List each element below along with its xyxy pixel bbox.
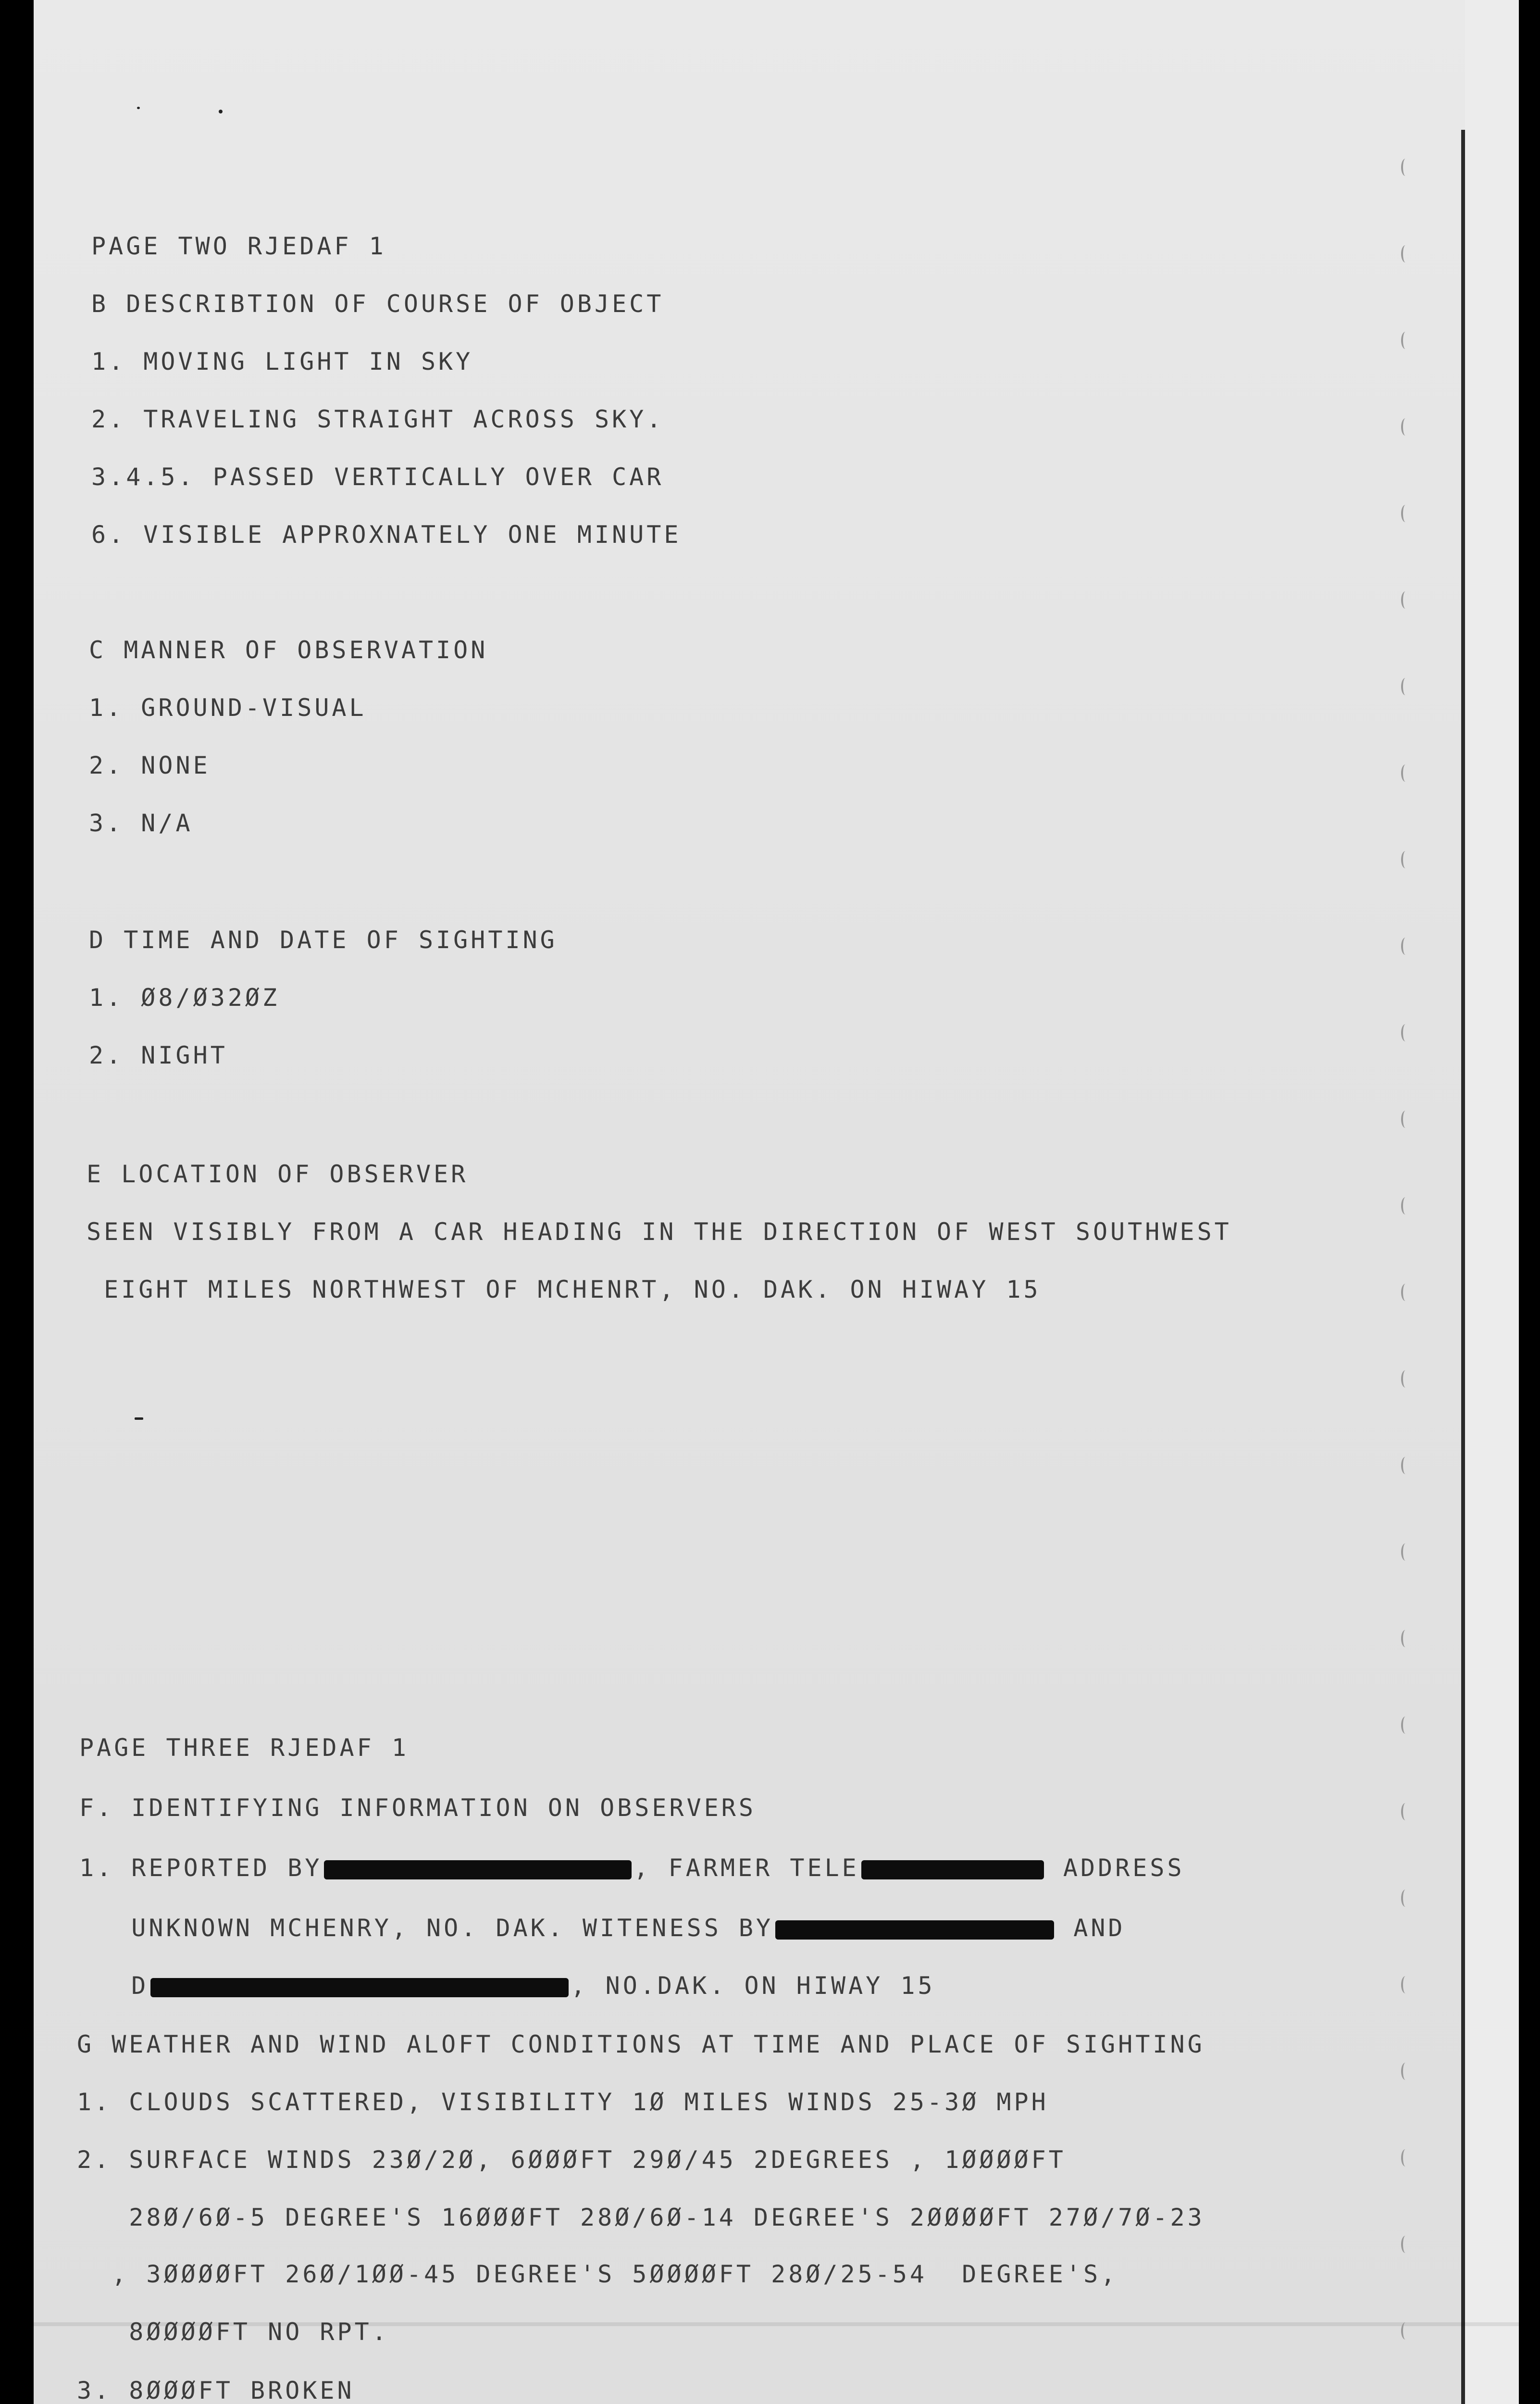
right-margin-strip bbox=[1465, 0, 1519, 2404]
section-g-line: 2. SURFACE WINDS 23Ø/2Ø, 6ØØØFT 29Ø/45 2DEGREES , 1ØØØØFT bbox=[77, 2146, 1066, 2174]
redaction-bar bbox=[324, 1860, 632, 1879]
section-e-title: E LOCATION OF OBSERVER bbox=[87, 1160, 469, 1188]
section-f-line-3 bbox=[79, 1971, 935, 2000]
section-f-reported-by: 1. REPORTED BY bbox=[79, 1854, 323, 1882]
margin-tick-mark bbox=[1401, 159, 1410, 176]
section-g-line: 1. CLOUDS SCATTERED, VISIBILITY 1Ø MILES WINDS 25-3Ø MPH bbox=[77, 2088, 1049, 2116]
section-e-line: SEEN VISIBLY FROM A CAR HEADING IN THE DIRECTION OF WEST SOUTHWEST bbox=[87, 1218, 1232, 1246]
section-f-line-1 bbox=[79, 1853, 1185, 1882]
right-margin-rule bbox=[1461, 130, 1465, 2404]
section-b-item: 2. TRAVELING STRAIGHT ACROSS SKY. bbox=[91, 405, 664, 433]
section-b-item: 3.4.5. PASSED VERTICALLY OVER CAR bbox=[91, 463, 664, 491]
section-c-title: C MANNER OF OBSERVATION bbox=[89, 636, 488, 664]
margin-tick-mark bbox=[1401, 591, 1410, 609]
margin-tick-mark bbox=[1401, 938, 1410, 955]
section-c-item: 3. N/A bbox=[89, 809, 193, 837]
scan-speck bbox=[137, 107, 140, 109]
section-b-item: 1. MOVING LIGHT IN SKY bbox=[91, 348, 473, 376]
page-three-header: PAGE THREE RJEDAF 1 bbox=[79, 1734, 409, 1762]
margin-tick-mark bbox=[1401, 1457, 1410, 1474]
redaction-bar bbox=[150, 1978, 569, 1997]
section-c-item: 2. NONE bbox=[89, 751, 211, 779]
redaction-bar bbox=[861, 1860, 1044, 1879]
redaction-bar bbox=[775, 1920, 1054, 1940]
section-e-line: EIGHT MILES NORTHWEST OF MCHENRT, NO. DAK. ON HIWAY 15 bbox=[87, 1276, 1041, 1303]
section-c-item: 1. GROUND-VISUAL bbox=[89, 694, 367, 722]
margin-tick-mark bbox=[1401, 1543, 1410, 1561]
section-f-witness-name-start: D bbox=[79, 1972, 149, 2000]
margin-tick-mark bbox=[1401, 1890, 1410, 1907]
section-f-farmer-tele: , FARMER TELE bbox=[633, 1854, 859, 1882]
section-d-item: 2. NIGHT bbox=[89, 1041, 228, 1069]
margin-tick-mark bbox=[1401, 2149, 1410, 2166]
scan-speck bbox=[135, 1417, 143, 1420]
margin-tick-mark bbox=[1401, 2322, 1410, 2340]
margin-tick-mark bbox=[1401, 1024, 1410, 1041]
section-b-title: B DESCRIBTION OF COURSE OF OBJECT bbox=[91, 290, 664, 318]
section-g-line: , 3ØØØØFT 26Ø/1ØØ-45 DEGREE'S 5ØØØØFT 28Ø/25-54 DEGREE'S, bbox=[77, 2260, 1118, 2288]
section-f-title: F. IDENTIFYING INFORMATION ON OBSERVERS bbox=[79, 1794, 756, 1822]
section-g-line: 28Ø/6Ø-5 DEGREE'S 16ØØØFT 28Ø/6Ø-14 DEGREE'S 2ØØØØFT 27Ø/7Ø-23 bbox=[77, 2204, 1205, 2231]
section-g-title: G WEATHER AND WIND ALOFT CONDITIONS AT TIME AND PLACE OF SIGHTING bbox=[77, 2030, 1205, 2058]
section-f-and: AND bbox=[1056, 1914, 1126, 1942]
margin-tick-mark bbox=[1401, 505, 1410, 522]
margin-tick-mark bbox=[1401, 851, 1410, 868]
page-two-header: PAGE TWO RJEDAF 1 bbox=[91, 232, 386, 260]
section-d-item: 1. Ø8/Ø32ØZ bbox=[89, 984, 280, 1012]
section-g-line: 3. 8ØØØFT BROKEN bbox=[77, 2377, 355, 2404]
section-f-witness-by: UNKNOWN MCHENRY, NO. DAK. WITENESS BY bbox=[79, 1914, 774, 1942]
margin-tick-mark bbox=[1401, 1284, 1410, 1301]
margin-tick-mark bbox=[1401, 1197, 1410, 1215]
section-b-item: 6. VISIBLE APPROXNATELY ONE MINUTE bbox=[91, 521, 682, 549]
section-f-address: ADDRESS bbox=[1045, 1854, 1185, 1882]
margin-tick-mark bbox=[1401, 1370, 1410, 1388]
margin-tick-mark bbox=[1401, 418, 1410, 436]
margin-tick-mark bbox=[1401, 764, 1410, 782]
margin-tick-mark bbox=[1401, 1976, 1410, 1993]
section-f-line-2 bbox=[79, 1914, 1126, 1942]
section-d-title: D TIME AND DATE OF SIGHTING bbox=[89, 926, 558, 954]
margin-tick-mark bbox=[1401, 2236, 1410, 2253]
section-f-location: , NO.DAK. ON HIWAY 15 bbox=[571, 1972, 935, 2000]
margin-tick-mark bbox=[1401, 1803, 1410, 1820]
margin-tick-mark bbox=[1401, 245, 1410, 263]
margin-tick-mark bbox=[1401, 1630, 1410, 1647]
margin-tick-mark bbox=[1401, 1716, 1410, 1734]
margin-tick-mark bbox=[1401, 2063, 1410, 2080]
margin-tick-mark bbox=[1401, 1111, 1410, 1128]
section-g-line: 8ØØØØFT NO RPT. bbox=[77, 2318, 389, 2346]
margin-tick-mark bbox=[1401, 678, 1410, 695]
scan-speck bbox=[219, 110, 223, 113]
margin-tick-mark bbox=[1401, 332, 1410, 349]
